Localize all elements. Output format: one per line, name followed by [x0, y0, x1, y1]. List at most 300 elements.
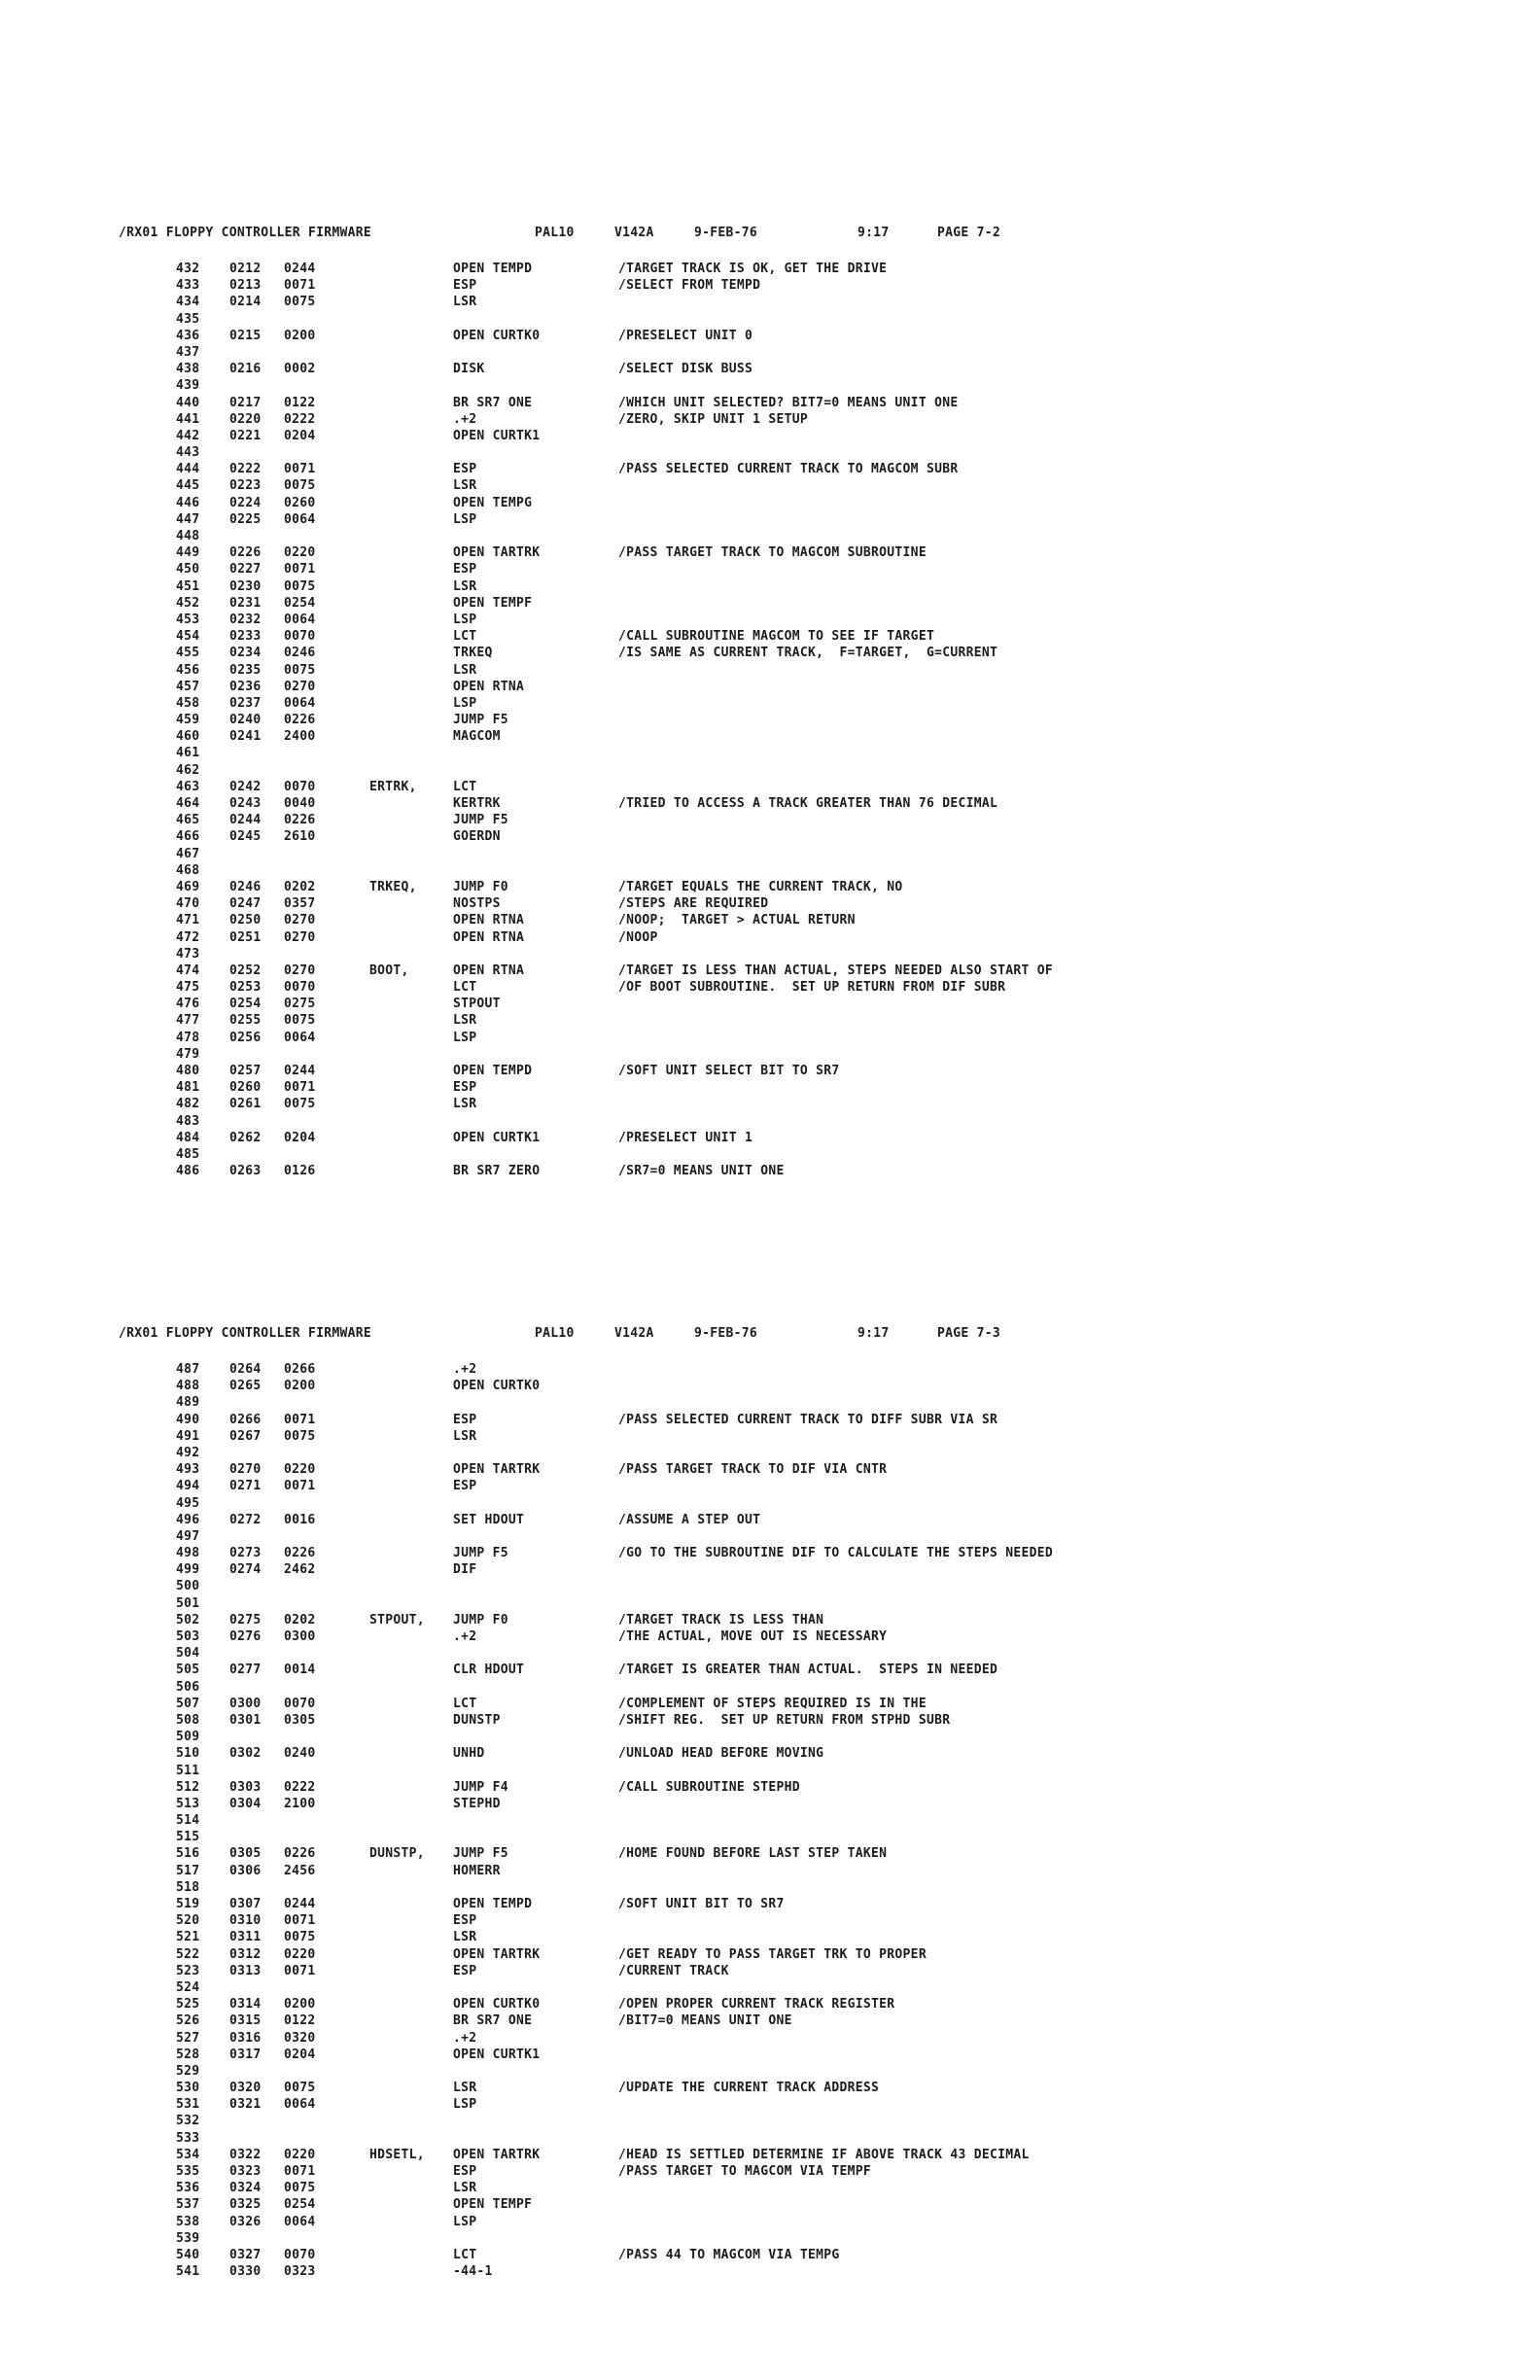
line-number: 456 — [176, 662, 200, 678]
listing-line — [0, 1963, 1540, 1979]
address: 0244 — [229, 813, 262, 828]
octal-word: 0204 — [284, 2047, 316, 2062]
comment: /HOME FOUND BEFORE LAST STEP TAKEN — [618, 1846, 888, 1862]
line-number: 536 — [176, 2181, 200, 2196]
instruction: JUMP F0 — [453, 1612, 508, 1628]
header-time: 9:17 — [858, 1326, 890, 1341]
octal-word: 0240 — [284, 1746, 316, 1762]
octal-word: 0075 — [284, 1930, 316, 1945]
listing-line — [0, 1645, 1540, 1662]
header-version: V142A — [614, 1326, 654, 1341]
address: 0227 — [229, 562, 262, 578]
address: 0253 — [229, 980, 262, 996]
instruction: LSR — [453, 478, 477, 494]
line-number: 457 — [176, 679, 200, 694]
address: 0225 — [229, 511, 262, 527]
listing-line — [0, 2214, 1540, 2230]
page-header — [119, 226, 1188, 245]
octal-word: 0357 — [284, 896, 316, 912]
octal-word: 0204 — [284, 1130, 316, 1145]
listing-line — [0, 846, 1540, 862]
octal-word: 2400 — [284, 729, 316, 745]
instruction: OPEN TEMPF — [453, 595, 533, 611]
octal-word: 0200 — [284, 328, 316, 343]
instruction: OPEN RTNA — [453, 929, 525, 945]
listing-line — [0, 461, 1540, 477]
listing-line — [0, 879, 1540, 895]
address: 0317 — [229, 2047, 262, 2062]
header-title: /RX01 FLOPPY CONTROLLER FIRMWARE — [119, 1326, 372, 1341]
address: 0245 — [229, 829, 262, 845]
line-number: 465 — [176, 813, 200, 828]
instruction: TRKEQ — [453, 646, 493, 661]
address: 0267 — [229, 1428, 262, 1444]
listing-line — [0, 1845, 1540, 1862]
octal-word: 0220 — [284, 1946, 316, 1962]
octal-word: 0071 — [284, 1479, 316, 1494]
listing-line — [0, 1812, 1540, 1829]
line-number: 537 — [176, 2197, 200, 2213]
comment: /BIT7=0 MEANS UNIT ONE — [618, 2013, 792, 2029]
listing-line — [0, 2130, 1540, 2147]
comment: /PASS TARGET TO MAGCOM VIA TEMPF — [618, 2164, 872, 2179]
instruction: OPEN CURTK1 — [453, 428, 541, 443]
address: 0233 — [229, 629, 262, 645]
line-number: 518 — [176, 1879, 200, 1895]
octal-word: 2456 — [284, 1863, 316, 1878]
octal-word: 0075 — [284, 662, 316, 678]
line-number: 455 — [176, 646, 200, 661]
address: 0275 — [229, 1612, 262, 1628]
instruction: LSR — [453, 1097, 477, 1112]
listing-line — [0, 1796, 1540, 1812]
listing-line — [0, 1361, 1540, 1378]
address: 0234 — [229, 646, 262, 661]
listing-line — [0, 929, 1540, 946]
listing-line — [0, 1628, 1540, 1645]
octal-word: 0200 — [284, 1997, 316, 2012]
address: 0306 — [229, 1863, 262, 1878]
address: 0323 — [229, 2164, 262, 2179]
line-number: 525 — [176, 1997, 200, 2012]
instruction: ESP — [453, 278, 477, 294]
listing-line — [0, 495, 1540, 511]
address: 0242 — [229, 779, 262, 794]
address: 0255 — [229, 1013, 262, 1029]
line-number: 516 — [176, 1846, 200, 1862]
listing-line — [0, 645, 1540, 661]
comment: /COMPLEMENT OF STEPS REQUIRED IS IN THE — [618, 1696, 927, 1711]
comment: /SELECT DISK BUSS — [618, 362, 753, 377]
address: 0300 — [229, 1696, 262, 1711]
address: 0213 — [229, 278, 262, 294]
line-number: 436 — [176, 328, 200, 343]
code-listing — [0, 1361, 1540, 2280]
instruction: .+2 — [453, 2030, 477, 2046]
symbol-label: HDSETL, — [369, 2147, 425, 2162]
octal-word: 0275 — [284, 997, 316, 1012]
symbol-label: BOOT, — [369, 962, 409, 978]
comment: /PASS TARGET TRACK TO DIF VIA CNTR — [618, 1462, 888, 1478]
listing-line — [0, 1113, 1540, 1130]
listing-line — [0, 1879, 1540, 1896]
listing-line — [0, 294, 1540, 310]
address: 0226 — [229, 545, 262, 561]
instruction: OPEN TARTRK — [453, 1462, 541, 1478]
instruction: ESP — [453, 1080, 477, 1096]
octal-word: 0071 — [284, 2164, 316, 2179]
instruction: HOMERR — [453, 1863, 501, 1878]
address: 0327 — [229, 2247, 262, 2262]
instruction: DIF — [453, 1562, 477, 1578]
line-number: 435 — [176, 311, 200, 327]
octal-word: 0064 — [284, 2214, 316, 2229]
listing-line — [0, 2230, 1540, 2247]
line-number: 442 — [176, 428, 200, 443]
listing-line — [0, 728, 1540, 745]
address: 0276 — [229, 1629, 262, 1644]
octal-word: 0075 — [284, 295, 316, 310]
line-number: 489 — [176, 1395, 200, 1411]
instruction: LSP — [453, 612, 477, 627]
instruction: BR SR7 ONE — [453, 395, 533, 410]
line-number: 517 — [176, 1863, 200, 1878]
octal-word: 0071 — [284, 1913, 316, 1929]
octal-word: 0075 — [284, 1428, 316, 1444]
line-number: 463 — [176, 779, 200, 794]
comment: /TARGET IS GREATER THAN ACTUAL. STEPS IN NEEDED — [618, 1662, 998, 1678]
line-number: 443 — [176, 445, 200, 461]
address: 0315 — [229, 2013, 262, 2029]
octal-word: 0064 — [284, 1030, 316, 1045]
instruction: LSR — [453, 1013, 477, 1029]
line-number: 466 — [176, 829, 200, 845]
octal-word: 0226 — [284, 813, 316, 828]
comment: /WHICH UNIT SELECTED? BIT7=0 MEANS UNIT ONE — [618, 395, 959, 410]
octal-word: 0220 — [284, 2147, 316, 2162]
listing-line — [0, 2196, 1540, 2213]
listing-line — [0, 561, 1540, 578]
line-number: 534 — [176, 2147, 200, 2162]
line-number: 444 — [176, 462, 200, 477]
address: 0220 — [229, 411, 262, 427]
address: 0271 — [229, 1479, 262, 1494]
line-number: 469 — [176, 879, 200, 894]
comment: /PASS TARGET TRACK TO MAGCOM SUBROUTINE — [618, 545, 927, 561]
instruction: OPEN RTNA — [453, 962, 525, 978]
symbol-label: DUNSTP, — [369, 1846, 425, 1862]
line-number: 487 — [176, 1362, 200, 1377]
line-number: 528 — [176, 2047, 200, 2062]
comment: /SOFT UNIT SELECT BIT TO SR7 — [618, 1064, 840, 1078]
octal-word: 0226 — [284, 713, 316, 728]
listing-line — [0, 411, 1540, 428]
address: 0232 — [229, 612, 262, 627]
octal-word: 0222 — [284, 411, 316, 427]
instruction: OPEN CURTK0 — [453, 1379, 541, 1394]
instruction: LSR — [453, 2081, 477, 2096]
listing-line — [0, 1779, 1540, 1796]
instruction: LSR — [453, 2181, 477, 2196]
header-date: 9-FEB-76 — [694, 1326, 758, 1341]
octal-word: 0071 — [284, 462, 316, 477]
line-number: 472 — [176, 929, 200, 945]
listing-line — [0, 277, 1540, 294]
line-number: 497 — [176, 1528, 200, 1544]
line-number: 441 — [176, 411, 200, 427]
line-number: 520 — [176, 1913, 200, 1929]
octal-word: 0070 — [284, 1696, 316, 1711]
line-number: 503 — [176, 1629, 200, 1644]
octal-word: 0254 — [284, 2197, 316, 2213]
comment: /CURRENT TRACK — [618, 1963, 729, 1978]
instruction: ESP — [453, 1479, 477, 1494]
line-number: 470 — [176, 896, 200, 912]
page-header — [119, 1326, 1188, 1346]
octal-word: 0064 — [284, 695, 316, 711]
octal-word: 0075 — [284, 2081, 316, 2096]
instruction: LCT — [453, 2247, 477, 2262]
listing-line — [0, 2247, 1540, 2263]
instruction: LSP — [453, 1030, 477, 1045]
line-number: 452 — [176, 595, 200, 611]
address: 0214 — [229, 295, 262, 310]
listing-line — [0, 1612, 1540, 1628]
octal-word: 0016 — [284, 1512, 316, 1527]
address: 0313 — [229, 1963, 262, 1978]
listing-line — [0, 1428, 1540, 1445]
listing-line — [0, 1979, 1540, 1996]
instruction: LSP — [453, 511, 477, 527]
listing-line — [0, 1478, 1540, 1494]
line-number: 532 — [176, 2114, 200, 2129]
octal-word: 0071 — [284, 1080, 316, 1096]
address: 0252 — [229, 962, 262, 978]
address: 0262 — [229, 1130, 262, 1145]
address: 0312 — [229, 1946, 262, 1962]
listing-line — [0, 1163, 1540, 1179]
listing-line — [0, 862, 1540, 879]
line-number: 462 — [176, 762, 200, 778]
address: 0241 — [229, 729, 262, 745]
octal-word: 0071 — [284, 562, 316, 578]
comment: /SOFT UNIT BIT TO SR7 — [618, 1897, 785, 1911]
line-number: 486 — [176, 1164, 200, 1179]
line-number: 511 — [176, 1763, 200, 1778]
octal-word: 0320 — [284, 2030, 316, 2046]
header-time: 9:17 — [858, 226, 890, 240]
line-number: 493 — [176, 1462, 200, 1478]
symbol-label: STPOUT, — [369, 1612, 425, 1628]
octal-word: 0075 — [284, 578, 316, 594]
comment: /OPEN PROPER CURRENT TRACK REGISTER — [618, 1997, 895, 2012]
line-number: 524 — [176, 1979, 200, 1995]
address: 0324 — [229, 2181, 262, 2196]
line-number: 445 — [176, 478, 200, 494]
line-number: 519 — [176, 1897, 200, 1911]
header-tag: PAL10 — [535, 226, 575, 240]
instruction: JUMP F0 — [453, 879, 508, 894]
listing-line — [0, 1495, 1540, 1512]
comment: /SR7=0 MEANS UNIT ONE — [618, 1164, 785, 1179]
comment: /UNLOAD HEAD BEFORE MOVING — [618, 1746, 824, 1762]
listing-line — [0, 996, 1540, 1012]
listing-line — [0, 428, 1540, 444]
line-number: 513 — [176, 1796, 200, 1811]
symbol-label: TRKEQ, — [369, 879, 417, 894]
line-number: 478 — [176, 1030, 200, 1045]
address: 0250 — [229, 913, 262, 928]
header-date: 9-FEB-76 — [694, 226, 758, 240]
line-number: 495 — [176, 1495, 200, 1511]
line-number: 480 — [176, 1064, 200, 1078]
octal-word: 0244 — [284, 262, 316, 276]
comment: /IS SAME AS CURRENT TRACK, F=TARGET, G=CURRENT — [618, 646, 998, 661]
instruction: .+2 — [453, 1362, 477, 1377]
line-number: 508 — [176, 1712, 200, 1728]
line-number: 540 — [176, 2247, 200, 2262]
line-number: 464 — [176, 796, 200, 811]
address: 0325 — [229, 2197, 262, 2213]
header-version: V142A — [614, 226, 654, 240]
octal-word: 0064 — [284, 511, 316, 527]
listing-line — [0, 712, 1540, 728]
octal-word: 0246 — [284, 646, 316, 661]
listing-line — [0, 1829, 1540, 1845]
octal-word: 2610 — [284, 829, 316, 845]
line-number: 484 — [176, 1130, 200, 1145]
line-number: 505 — [176, 1662, 200, 1678]
octal-word: 2100 — [284, 1796, 316, 1811]
instruction: ESP — [453, 462, 477, 477]
instruction: OPEN TEMPF — [453, 2197, 533, 2213]
listing-line — [0, 962, 1540, 979]
comment: /UPDATE THE CURRENT TRACK ADDRESS — [618, 2081, 880, 2096]
listing-line — [0, 1712, 1540, 1729]
line-number: 453 — [176, 612, 200, 627]
listing-line — [0, 1595, 1540, 1612]
instruction: ESP — [453, 1963, 477, 1978]
line-number: 481 — [176, 1080, 200, 1096]
line-number: 482 — [176, 1097, 200, 1112]
line-number: 498 — [176, 1546, 200, 1561]
line-number: 515 — [176, 1830, 200, 1845]
address: 0261 — [229, 1097, 262, 1112]
listing-line — [0, 1146, 1540, 1163]
listing-line — [0, 1729, 1540, 1745]
listing-line — [0, 2047, 1540, 2063]
code-listing — [0, 261, 1540, 1179]
instruction: JUMP F5 — [453, 813, 508, 828]
octal-word: 0071 — [284, 278, 316, 294]
instruction: JUMP F4 — [453, 1779, 508, 1795]
listing-line — [0, 1929, 1540, 1945]
address: 0254 — [229, 997, 262, 1012]
line-number: 504 — [176, 1646, 200, 1662]
octal-word: 0040 — [284, 796, 316, 811]
line-number: 448 — [176, 529, 200, 543]
line-number: 479 — [176, 1046, 200, 1062]
listing-line — [0, 361, 1540, 377]
address: 0223 — [229, 478, 262, 494]
address: 0231 — [229, 595, 262, 611]
octal-word: 0226 — [284, 1546, 316, 1561]
listing-line — [0, 1030, 1540, 1046]
instruction: OPEN TEMPD — [453, 1064, 533, 1078]
instruction: JUMP F5 — [453, 713, 508, 728]
line-number: 438 — [176, 362, 200, 377]
listing-line — [0, 528, 1540, 544]
instruction: OPEN TEMPD — [453, 262, 533, 276]
line-number: 538 — [176, 2214, 200, 2229]
listing-line — [0, 1662, 1540, 1678]
octal-word: 0071 — [284, 1963, 316, 1978]
listing-line — [0, 578, 1540, 595]
header-tag: PAL10 — [535, 1326, 575, 1341]
instruction: CLR HDOUT — [453, 1662, 525, 1678]
header-page: PAGE 7-2 — [937, 226, 1001, 240]
line-number: 514 — [176, 1813, 200, 1829]
instruction: OPEN CURTK1 — [453, 2047, 541, 2062]
comment: /PASS 44 TO MAGCOM VIA TEMPG — [618, 2247, 840, 2262]
listing-line — [0, 511, 1540, 528]
address: 0322 — [229, 2147, 262, 2162]
symbol-label: ERTRK, — [369, 779, 417, 794]
listing-line — [0, 2113, 1540, 2129]
instruction: OPEN CURTK1 — [453, 1130, 541, 1145]
address: 0224 — [229, 495, 262, 510]
instruction: LSP — [453, 695, 477, 711]
listing-line — [0, 1912, 1540, 1929]
line-number: 500 — [176, 1579, 200, 1594]
line-number: 499 — [176, 1562, 200, 1578]
address: 0264 — [229, 1362, 262, 1377]
line-number: 541 — [176, 2264, 200, 2280]
octal-word: 0220 — [284, 1462, 316, 1478]
address: 0240 — [229, 713, 262, 728]
octal-word: 0300 — [284, 1629, 316, 1644]
line-number: 510 — [176, 1746, 200, 1762]
listing-line — [0, 1896, 1540, 1912]
comment: /NOOP — [618, 929, 658, 945]
comment: /PRESELECT UNIT 1 — [618, 1130, 753, 1145]
address: 0236 — [229, 679, 262, 694]
line-number: 460 — [176, 729, 200, 745]
listing-line — [0, 1763, 1540, 1779]
comment: /NOOP; TARGET > ACTUAL RETURN — [618, 913, 856, 928]
listing-line — [0, 2147, 1540, 2163]
listing-line — [0, 1079, 1540, 1096]
comment: /TARGET TRACK IS LESS THAN — [618, 1612, 824, 1628]
instruction: ESP — [453, 2164, 477, 2179]
address: 0272 — [229, 1512, 262, 1527]
address: 0212 — [229, 262, 262, 276]
listing-line — [0, 261, 1540, 277]
instruction: JUMP F5 — [453, 1546, 508, 1561]
line-number: 509 — [176, 1730, 200, 1745]
listing-line — [0, 444, 1540, 461]
octal-word: 0202 — [284, 1612, 316, 1628]
line-number: 490 — [176, 1412, 200, 1427]
comment: /HEAD IS SETTLED DETERMINE IF ABOVE TRACK 43 DECIMAL — [618, 2147, 1030, 2162]
instruction: SET HDOUT — [453, 1512, 525, 1527]
listing-line — [0, 946, 1540, 962]
line-number: 459 — [176, 713, 200, 728]
instruction: OPEN TEMPG — [453, 495, 533, 510]
octal-word: 0071 — [284, 1412, 316, 1427]
listing-line — [0, 1561, 1540, 1578]
comment: /PASS SELECTED CURRENT TRACK TO MAGCOM SUBR — [618, 462, 959, 477]
